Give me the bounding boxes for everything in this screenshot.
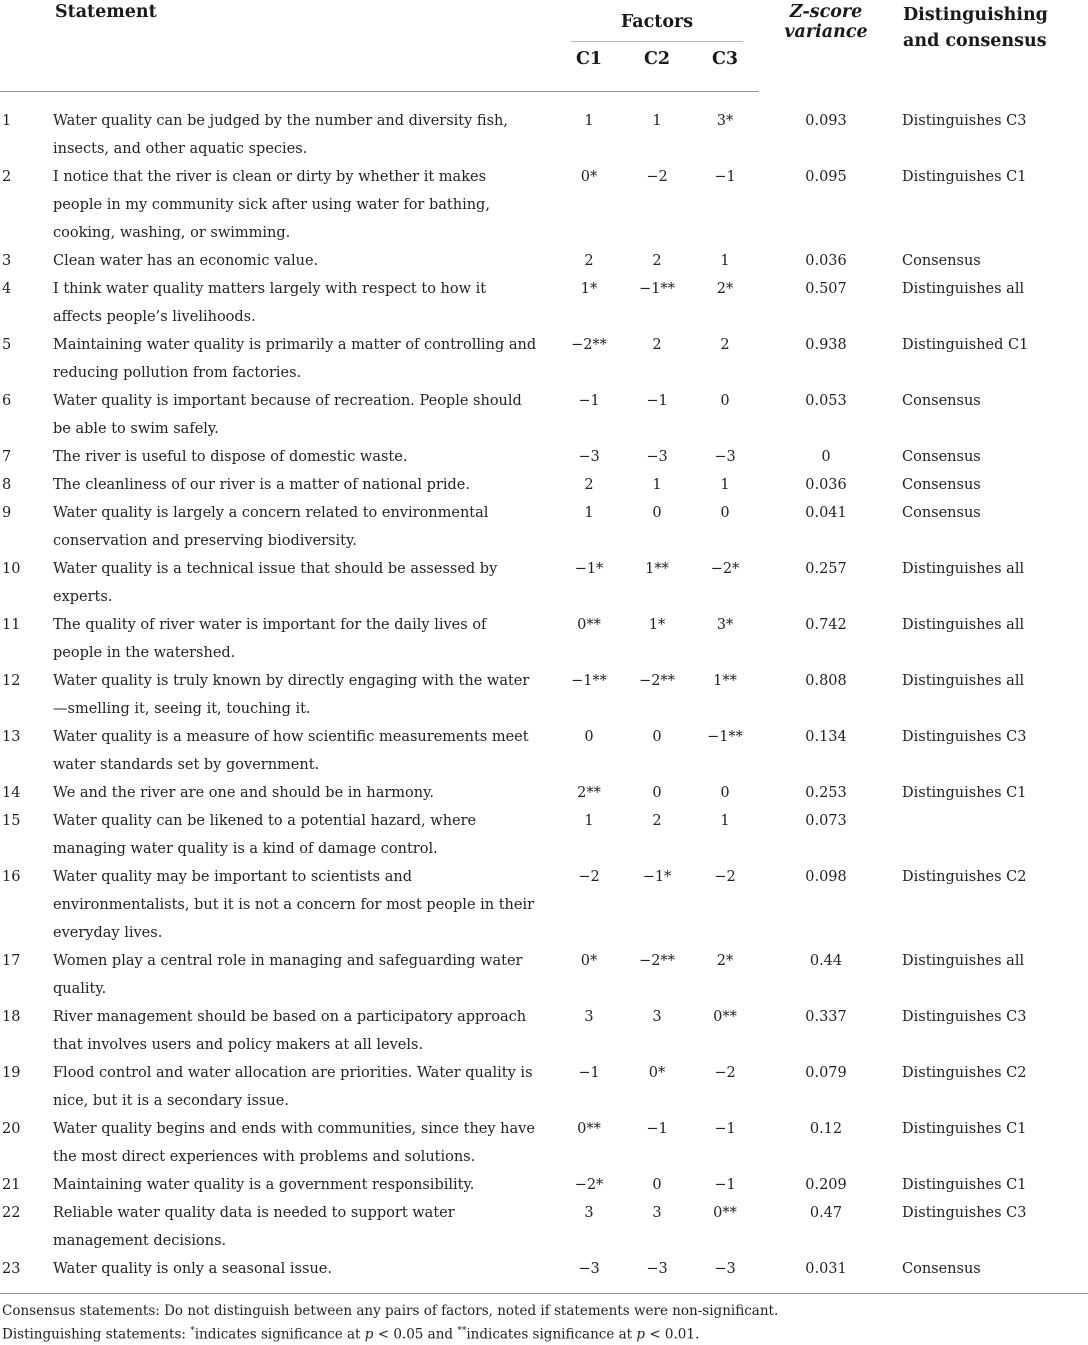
row-c3: 1 (720, 253, 730, 269)
table-row (0, 443, 1088, 471)
row-distinguishing: Distinguishes C3 (902, 112, 1027, 129)
row-c1: −2 (578, 869, 600, 885)
consensus-note: Consensus statements: Do not distinguish between any pairs of factors, noted if statements were non-significant. (2, 1303, 779, 1319)
row-c2: 0* (648, 1065, 666, 1081)
row-statement: Flood control and water allocation are priorities. Water quality is nice, but it is a secondary issue. (53, 1065, 533, 1109)
note-part: < 0.05 and (373, 1326, 458, 1343)
note-part: Distinguishing statements: (2, 1326, 191, 1343)
row-distinguishing: Distinguishes C3 (902, 1009, 1027, 1025)
row-zscore: 0.209 (805, 1177, 847, 1193)
row-number: 4 (2, 281, 12, 297)
row-c2: 2 (652, 253, 662, 269)
table-notes (0, 1294, 1088, 1345)
row-zscore: 0.134 (805, 729, 847, 745)
row-c1: 1 (584, 505, 594, 521)
row-distinguishing: Consensus (902, 253, 981, 269)
statement-header-spacer (45, 42, 555, 92)
row-c1: 1* (580, 281, 598, 297)
row-distinguishing: Distinguishes C2 (902, 1065, 1027, 1081)
zscore-header-rest: -score variance (784, 2, 868, 42)
row-zscore: 0 (821, 449, 831, 465)
row-c3: −2* (710, 561, 740, 577)
note-p: p (364, 1326, 374, 1343)
row-distinguishing: Distinguishes all (902, 561, 1025, 577)
row-c1: 1 (584, 113, 594, 129)
row-statement: Reliable water quality data is needed to support water management decisions. (53, 1205, 455, 1249)
row-c2: −1** (639, 281, 675, 297)
row-number: 20 (2, 1121, 21, 1137)
row-zscore: 0.073 (805, 813, 847, 829)
row-c2: 0 (652, 505, 662, 521)
distinguishing-header-line1: Distinguishing (903, 5, 1048, 25)
row-statement: River management should be based on a participatory approach that involves users and policy makers at all levels. (53, 1009, 527, 1053)
table-row (0, 92, 1088, 164)
row-c3: 2 (720, 337, 730, 353)
note-part: < 0.01. (645, 1326, 700, 1343)
row-c1: 0* (580, 169, 598, 185)
row-statement: Water quality begins and ends with communities, since they have the most direct experiences with problems and solutions. (53, 1121, 535, 1165)
table-row (0, 1115, 1088, 1171)
row-distinguishing: Distinguishes C2 (902, 869, 1027, 885)
row-c1: −1 (578, 1065, 600, 1081)
row-c2: 0 (652, 1177, 662, 1193)
row-c1: −3 (555, 1255, 623, 1294)
row-distinguishing: Consensus (902, 393, 981, 409)
row-statement: Water quality is largely a concern related to environmental conservation and preserving biodiversity. (53, 505, 489, 549)
row-c3: −1 (714, 169, 736, 185)
row-number: 14 (2, 785, 21, 801)
row-distinguishing: Distinguishes all (902, 953, 1025, 969)
statement-header: Statement (55, 2, 157, 22)
c1-header: C1 (555, 42, 623, 92)
row-c1: 2 (584, 253, 594, 269)
row-c2: −1* (642, 869, 672, 885)
row-c2: −2** (639, 673, 675, 689)
row-distinguishing: Consensus (893, 1255, 1088, 1294)
row-c3: 1 (720, 477, 730, 493)
factors-header (555, 0, 759, 42)
row-number: 22 (2, 1205, 21, 1221)
row-c3: −3 (714, 449, 736, 465)
row-distinguishing: Distinguishes C1 (902, 169, 1027, 185)
row-c3: 1 (720, 813, 730, 829)
row-zscore: 0.093 (805, 112, 847, 129)
row-c2: 3 (652, 1009, 662, 1025)
row-c2: 3 (652, 1205, 662, 1221)
row-number: 2 (2, 169, 12, 185)
row-c2: −3 (646, 449, 668, 465)
row-c2: 1** (645, 561, 669, 577)
row-number: 9 (2, 505, 12, 521)
row-c1: −3 (578, 449, 600, 465)
table-row (0, 611, 1088, 667)
note-star-double: ** (457, 1326, 467, 1336)
row-statement: The quality of river water is important for the daily lives of people in the watershed. (53, 617, 487, 661)
row-zscore: 0.031 (759, 1255, 893, 1294)
row-statement: The river is useful to dispose of domestic waste. (53, 449, 408, 465)
row-zscore: 0.098 (805, 869, 847, 885)
row-statement: The cleanliness of our river is a matter of national pride. (53, 477, 470, 493)
row-zscore: 0.041 (805, 505, 847, 521)
table-row (0, 471, 1088, 499)
row-c1: −1 (578, 393, 600, 409)
row-number: 21 (2, 1177, 21, 1193)
row-statement: I think water quality matters largely with respect to how it affects people’s livelihoods. (53, 281, 487, 325)
table-row (0, 667, 1088, 723)
table-row (0, 947, 1088, 1003)
distinguishing-note (2, 1321, 1088, 1345)
row-zscore: 0.47 (809, 1205, 843, 1221)
row-number: 3 (2, 253, 12, 269)
table-row (0, 1255, 1088, 1294)
row-c1: 0** (577, 1121, 601, 1137)
row-distinguishing: Distinguishes C3 (902, 1205, 1027, 1221)
row-distinguishing: Distinguished C1 (902, 337, 1029, 353)
table-row (0, 247, 1088, 275)
row-c2: 2 (652, 813, 662, 829)
note-star-single: * (190, 1326, 195, 1336)
row-zscore: 0.036 (805, 253, 847, 269)
table-row (0, 1059, 1088, 1115)
row-c3: −3 (691, 1255, 759, 1294)
row-statement: Water quality is only a seasonal issue. (45, 1255, 555, 1294)
row-c3: 0 (720, 785, 730, 801)
table-row (0, 1199, 1088, 1255)
row-number: 7 (2, 449, 12, 465)
note-p: p (636, 1326, 646, 1343)
row-c2: −1 (646, 393, 668, 409)
row-distinguishing: Distinguishes C1 (902, 785, 1027, 801)
row-c3: 3* (716, 617, 734, 633)
row-c2: 0 (652, 729, 662, 745)
row-statement: Water quality may be important to scientists and environmentalists, but it is not a concern for most people in their everyday lives. (53, 869, 535, 941)
row-c1: 0* (580, 953, 598, 969)
row-c1: −2** (571, 337, 607, 353)
row-c1: 1 (584, 813, 594, 829)
row-c3: 0 (720, 393, 730, 409)
row-number: 11 (2, 617, 21, 633)
row-distinguishing: Distinguishes C1 (902, 1177, 1027, 1193)
row-c1: −1** (571, 673, 607, 689)
row-c1: 3 (584, 1009, 594, 1025)
row-zscore: 0.507 (805, 281, 847, 297)
row-number: 5 (2, 337, 12, 353)
row-zscore: 0.44 (809, 953, 843, 969)
row-number: 6 (2, 393, 12, 409)
row-c3: −1 (714, 1121, 736, 1137)
row-c1: 2 (584, 477, 594, 493)
table-body (0, 92, 1088, 1294)
table-row (0, 779, 1088, 807)
row-c2: 2 (652, 337, 662, 353)
row-c3: −2 (714, 1065, 736, 1081)
row-c2: 1 (652, 113, 662, 129)
table-row (0, 807, 1088, 863)
row-distinguishing: Consensus (902, 505, 981, 521)
row-distinguishing: Distinguishes all (902, 617, 1025, 633)
table-row (0, 275, 1088, 331)
row-statement: Water quality is truly known by directly engaging with the water—smelling it, seeing it, touching it. (53, 673, 530, 717)
row-number: 17 (2, 953, 21, 969)
row-c1: 0 (584, 729, 594, 745)
table-row (0, 863, 1088, 947)
row-statement: We and the river are one and should be in harmony. (53, 785, 434, 801)
number-header (0, 0, 45, 42)
row-number: 15 (2, 813, 21, 829)
factors-header-label: Factors (571, 12, 743, 42)
row-c3: 3* (716, 113, 734, 129)
distinguishing-header-line2: and consensus (903, 31, 1047, 51)
row-c2: −2** (639, 953, 675, 969)
row-number: 10 (2, 561, 21, 577)
row-distinguishing: Distinguishes C1 (902, 1121, 1027, 1137)
row-c1: −2* (574, 1177, 604, 1193)
zscore-header (759, 0, 893, 92)
row-c1: −1* (574, 561, 604, 577)
row-zscore: 0.253 (805, 785, 847, 801)
row-zscore: 0.095 (805, 169, 847, 185)
row-number: 8 (2, 477, 12, 493)
row-statement: Water quality is a measure of how scientific measurements meet water standards set by government. (53, 729, 529, 773)
row-c2: −3 (623, 1255, 691, 1294)
row-c3: −1** (707, 729, 743, 745)
table-row (0, 387, 1088, 443)
distinguishing-header (893, 0, 1088, 92)
row-c1: 2** (577, 785, 601, 801)
row-number: 13 (2, 729, 21, 745)
row-zscore: 0.036 (805, 477, 847, 493)
table-row (0, 1171, 1088, 1199)
row-statement: Maintaining water quality is primarily a matter of controlling and reducing pollution from factories. (53, 337, 537, 381)
table-row (0, 331, 1088, 387)
row-c3: 0 (720, 505, 730, 521)
row-zscore: 0.742 (805, 617, 847, 633)
row-number: 19 (2, 1065, 21, 1081)
row-number: 1 (2, 113, 12, 129)
row-c2: 0 (652, 785, 662, 801)
row-zscore: 0.337 (805, 1009, 847, 1025)
row-statement: I notice that the river is clean or dirty by whether it makes people in my community sick after using water for bathing, cooking, washing, or swimming. (53, 169, 490, 241)
row-c2: −1 (646, 1121, 668, 1137)
c3-header: C3 (691, 42, 759, 92)
row-number: 23 (0, 1255, 45, 1294)
row-statement: Water quality can be judged by the number and diversity fish, insects, and other aquatic species. (53, 113, 508, 157)
row-statement: Clean water has an economic value. (53, 253, 319, 269)
row-number: 18 (2, 1009, 21, 1025)
row-zscore: 0.808 (805, 673, 847, 689)
row-c2: 1 (652, 477, 662, 493)
row-c3: 2* (716, 953, 734, 969)
note-part: indicates significance at (466, 1326, 637, 1343)
row-c3: −2 (714, 869, 736, 885)
row-zscore: 0.12 (809, 1121, 843, 1137)
row-c1: 3 (584, 1205, 594, 1221)
row-statement: Water quality is important because of recreation. People should be able to swim safely. (53, 393, 522, 437)
row-c3: 0** (713, 1205, 737, 1221)
row-zscore: 0.938 (805, 337, 847, 353)
row-c3: 2* (716, 281, 734, 297)
row-number: 12 (2, 673, 21, 689)
row-zscore: 0.257 (805, 561, 847, 577)
table-row (0, 1003, 1088, 1059)
table-row (0, 499, 1088, 555)
row-distinguishing: Distinguishes all (902, 673, 1025, 689)
row-distinguishing (893, 807, 1088, 863)
row-zscore: 0.079 (805, 1065, 847, 1081)
row-c3: 1** (713, 673, 737, 689)
row-number: 16 (2, 869, 21, 885)
table-row (0, 555, 1088, 611)
row-statement: Water quality can be likened to a potential hazard, where managing water quality is a kind of damage control. (53, 813, 477, 857)
row-c1: 0** (577, 617, 601, 633)
row-c2: −2 (646, 169, 668, 185)
row-statement: Maintaining water quality is a government responsibility. (53, 1177, 475, 1193)
row-distinguishing: Distinguishes all (902, 281, 1025, 297)
row-distinguishing: Consensus (902, 477, 981, 493)
row-distinguishing: Consensus (902, 449, 981, 465)
zscore-header-z: Z (789, 2, 803, 22)
c2-header: C2 (623, 42, 691, 92)
row-c3: −1 (714, 1177, 736, 1193)
number-header-spacer (0, 42, 45, 92)
row-statement: Water quality is a technical issue that should be assessed by experts. (53, 561, 498, 605)
table-row (0, 723, 1088, 779)
note-part: indicates significance at (194, 1326, 365, 1343)
row-c2: 1* (648, 617, 666, 633)
row-distinguishing: Distinguishes C3 (902, 729, 1027, 745)
row-statement: Women play a central role in managing and safeguarding water quality. (53, 953, 523, 997)
row-c3: 0** (713, 1009, 737, 1025)
table-row (0, 163, 1088, 247)
row-zscore: 0.053 (805, 393, 847, 409)
